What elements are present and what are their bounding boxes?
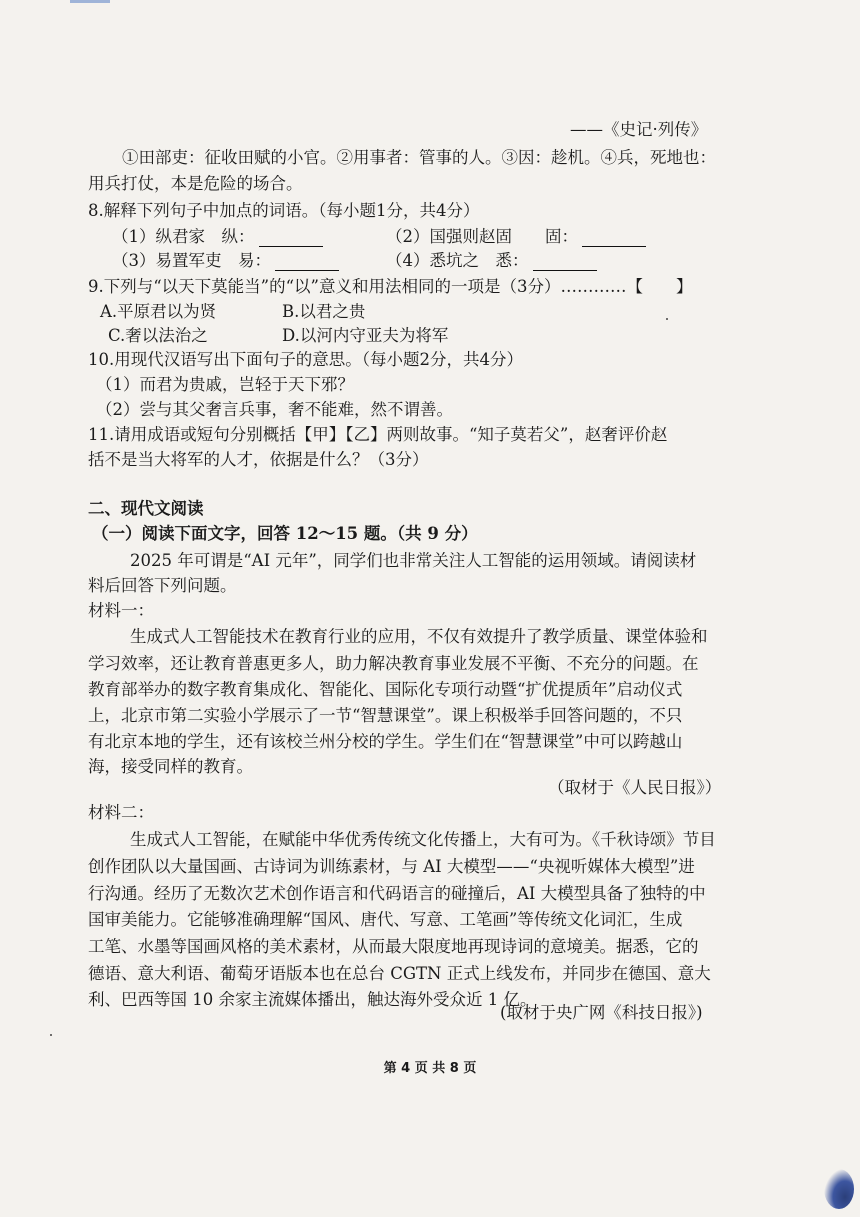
material-2-line: 利、巴西等国 10 余家主流媒体播出，触达海外受众近 1 亿。 <box>88 990 537 1009</box>
material-1-line: 有北京本地的学生，还有该校兰州分校的学生。学生们在“智慧课堂”中可以跨越山 <box>88 732 683 751</box>
material-2-source: (取材于央广网《科技日报》) <box>500 1003 703 1022</box>
q10-stem: 10.用现代汉语写出下面句子的意思。（每小题2分，共4分） <box>88 350 523 369</box>
material-1-line: 海，接受同样的教育。 <box>88 757 253 776</box>
q9-option-d: D.以河内守亚夫为将军 <box>282 326 449 345</box>
scan-speck <box>666 318 668 320</box>
q9-stem: 9.下列与“以天下莫能当”的“以”意义和用法相同的一项是（3分）…………【 】 <box>88 277 693 296</box>
q8-item-2: （2）国强则赵固 固： <box>386 227 650 247</box>
intro-line-1: 2025 年可谓是“AI 元年”，同学们也非常关注人工智能的运用领域。请阅读材 <box>130 551 697 570</box>
answer-blank[interactable] <box>582 230 646 247</box>
material-1-line: 生成式人工智能技术在教育行业的应用，不仅有效提升了教学质量、课堂体验和 <box>130 627 708 646</box>
scan-edge-mark <box>70 0 110 3</box>
answer-blank[interactable] <box>533 254 597 271</box>
material-1-line: 上，北京市第二实验小学展示了一节“智慧课堂”。课上积极举手回答问题的，不只 <box>88 706 683 725</box>
material-2-line: 生成式人工智能，在赋能中华优秀传统文化传播上，大有可为。《千秋诗颂》节目 <box>130 830 716 849</box>
q8-stem: 8.解释下列句子中加点的词语。（每小题1分，共4分） <box>88 201 480 220</box>
q10-item-1: （1）而君为贵戚，岂轻于天下邪？ <box>96 375 354 394</box>
material-2-line: 德语、意大利语、葡萄牙语版本也在总台 CGTN 正式上线发布，并同步在德国、意大 <box>88 964 711 983</box>
q10-item-2: （2）尝与其父奢言兵事，奢不能难，然不谓善。 <box>96 400 453 419</box>
material-2-line: 工笔、水墨等国画风格的美术素材，从而最大限度地再现诗词的意境美。据悉，它的 <box>88 937 699 956</box>
q8-item-1: （1）纵君家 纵： <box>112 227 327 247</box>
intro-line-2: 料后回答下列问题。 <box>88 576 237 595</box>
material-2-label: 材料二： <box>88 803 154 822</box>
q9-option-a: A.平原君以为贤 <box>100 302 217 321</box>
section-title: 二、现代文阅读 <box>88 499 204 518</box>
scan-ink-blot <box>824 1169 854 1209</box>
q8-item-4: （4）悉坑之 悉： <box>386 251 601 271</box>
annotation-line-1: ①田部吏：征收田赋的小官。②用事者：管事的人。③因：趁机。④兵，死地也： <box>122 148 716 167</box>
answer-blank[interactable] <box>259 230 323 247</box>
material-2-line: 行沟通。经历了无数次艺术创作语言和代码语言的碰撞后，AI 大模型具备了独特的中 <box>88 884 706 903</box>
q11-line-2: 括不是当大将军的人才，依据是什么？（3分） <box>88 450 429 469</box>
material-1-label: 材料一： <box>88 601 154 620</box>
answer-blank[interactable] <box>275 254 339 271</box>
material-1-line: 教育部举办的数字教育集成化、智能化、国际化专项行动暨“扩优提质年”启动仪式 <box>88 680 683 699</box>
q9-option-c: C.奢以法治之 <box>108 326 208 345</box>
material-2-line: 创作团队以大量国画、古诗词为训练素材，与 AI 大模型——“央视听媒体大模型”进 <box>88 857 695 876</box>
section-subtitle: （一）阅读下面文字，回答 12～15 题。（共 9 分） <box>92 524 478 543</box>
q9-option-b: B.以君之贵 <box>282 302 366 321</box>
q11-line-1: 11.请用成语或短句分别概括【甲】【乙】两则故事。“知子莫若父”，赵奢评价赵 <box>88 425 668 444</box>
page-footer: 第 4 页 共 8 页 <box>383 1061 477 1076</box>
material-1-source: （取材于《人民日报》） <box>548 778 722 797</box>
annotation-line-2: 用兵打仗，本是危险的场合。 <box>88 174 303 193</box>
source-citation: ——《史记·列传》 <box>570 120 708 139</box>
q8-item-3: （3）易置军吏 易： <box>112 251 343 271</box>
material-1-line: 学习效率，还让教育普惠更多人，助力解决教育事业发展不平衡、不充分的问题。在 <box>88 654 699 673</box>
material-2-line: 国审美能力。它能够准确理解“国风、唐代、写意、工笔画”等传统文化词汇，生成 <box>88 910 683 929</box>
scan-speck <box>50 1034 52 1036</box>
